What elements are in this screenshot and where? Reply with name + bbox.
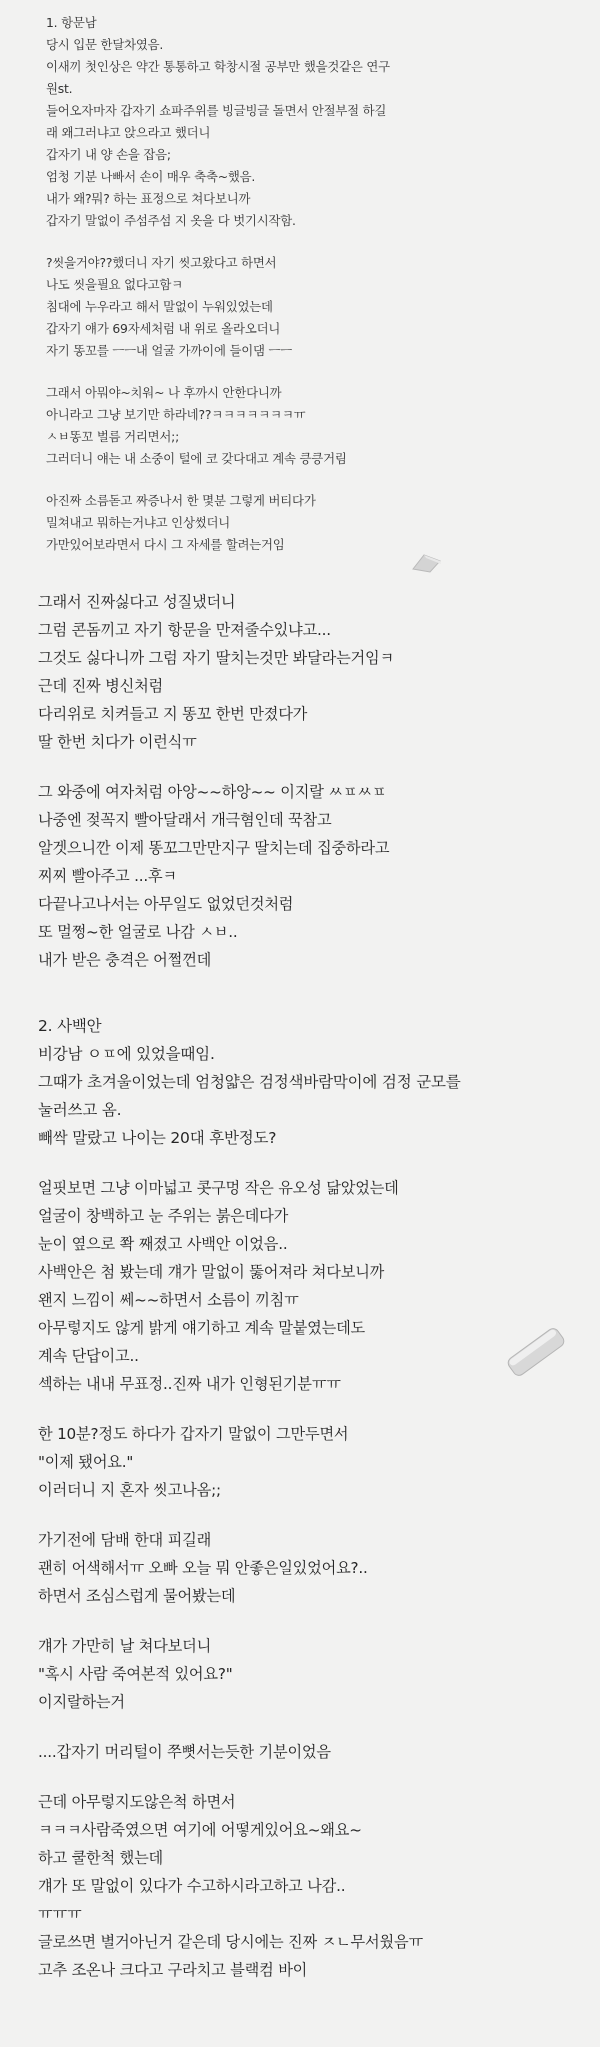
text-line: 그럼 콘돔끼고 자기 항문을 만져줄수있냐고... <box>38 621 331 639</box>
text-line: 당시 입문 한달차였음. <box>46 37 164 52</box>
text-line: 하고 쿨한척 했는데 <box>38 1849 164 1867</box>
text-line: 눌러쓰고 옴. <box>38 1101 122 1119</box>
text-line: 갑자기 말없이 주섬주섬 지 옷을 다 벗기시작함. <box>46 213 296 228</box>
text-line: 아무렇지도 않게 밝게 얘기하고 계속 말붙였는데도 <box>38 1319 366 1337</box>
text-line: 자기 똥꼬를 ㅡㅡ내 얼굴 가까이에 들이댐 ㅡㅡ <box>46 343 293 358</box>
text-line: 그 와중에 여자처럼 아앙~~하앙~~ 이지랄 ㅆㅍㅆㅍ <box>38 783 387 801</box>
text-line: 계속 단답이고.. <box>38 1347 139 1365</box>
text-line: 밀쳐내고 뭐하는거냐고 인상썼더니 <box>46 515 231 530</box>
text-line: 들어오자마자 갑자기 쇼파주위를 빙글빙글 돌면서 안절부절 하길 <box>46 103 387 118</box>
text-line: 찌찌 빨아주고 ...후ㅋ <box>38 867 177 885</box>
text-line: 하면서 조심스럽게 물어봤는데 <box>38 1587 236 1605</box>
paragraph <box>38 588 600 756</box>
text-line: 갑자기 얘가 69자세처럼 내 위로 올라오더니 <box>46 321 281 336</box>
text-line: 글로쓰면 별거아닌거 같은데 당시에는 진짜 ㅈㄴ무서웠음ㅠ <box>38 1933 423 1951</box>
text-line: 한 10분?정도 하다가 갑자기 말없이 그만두면서 <box>38 1425 349 1443</box>
text-line: 섹하는 내내 무표정..진짜 내가 인형된기분ㅠㅠ <box>38 1375 341 1393</box>
text-line: 고추 조온나 크다고 구라치고 블랙컴 바이 <box>38 1961 308 1979</box>
text-line: 침대에 누우라고 해서 말없이 누워있었는데 <box>46 299 273 314</box>
text-line: "이제 됐어요." <box>38 1453 134 1471</box>
text-line: ....갑자기 머리털이 쭈뼛서는듯한 기분이었음 <box>38 1743 331 1761</box>
text-line: 또 멀쩡~한 얼굴로 나감 ㅅㅂ.. <box>38 923 238 941</box>
text-line: 그때가 초겨울이었는데 엄청얇은 검정색바람막이에 검정 군모를 <box>38 1073 461 1091</box>
text-line: 엄청 기분 나빠서 손이 매우 축축~했음. <box>46 169 256 184</box>
text-line: 이새끼 첫인상은 약간 통통하고 학창시절 공부만 했을것같은 연구 <box>46 59 390 74</box>
text-line: 갑자기 내 양 손을 잡음; <box>46 147 171 162</box>
paragraph <box>38 1420 600 1504</box>
text-line: 걔가 또 말없이 있다가 수고하시라고하고 나감.. <box>38 1877 346 1895</box>
text-line: ㅅㅂ똥꼬 벌름 거리면서;; <box>46 429 180 444</box>
text-line: ㅋㅋㅋ사람죽였으면 여기에 어떻게있어요~왜요~ <box>38 1821 362 1839</box>
text-line: 가만있어보라면서 다시 그 자세를 할려는거임 <box>46 537 285 552</box>
text-line: 눈이 옆으로 쫙 째졌고 사백안 이었음.. <box>38 1235 288 1253</box>
story-1-part-1 <box>46 12 586 576</box>
text-line: 래 왜그러냐고 앉으라고 했더니 <box>46 125 211 140</box>
text-line: 사백안은 첨 봤는데 걔가 말없이 뚫어져라 쳐다보니까 <box>38 1263 385 1281</box>
paragraph <box>46 12 600 232</box>
paragraph <box>38 1012 600 1152</box>
paragraph <box>38 1632 600 1716</box>
text-line: 딸 한번 치다가 이런식ㅠ <box>38 733 197 751</box>
paragraph <box>38 778 600 974</box>
text-line: "혹시 사람 죽여본적 있어요?" <box>38 1665 233 1683</box>
paragraph <box>38 1788 600 1984</box>
text-line: 아진짜 소름돋고 짜증나서 한 몇분 그렇게 버티다가 <box>46 493 316 508</box>
paragraph <box>46 252 600 362</box>
text-line: 근데 진짜 병신처럼 <box>38 677 164 695</box>
text-line: 아니라고 그냥 보기만 하라네??ㅋㅋㅋㅋㅋㅋㅋㅠ <box>46 407 306 422</box>
text-line: 나중엔 젖꼭지 빨아달래서 개극혐인데 꾹참고 <box>38 811 332 829</box>
text-line: 알겟으니깐 이제 똥꼬그만만지구 딸치는데 집중하라고 <box>38 839 390 857</box>
story-1-part-2 <box>38 588 593 996</box>
text-line: 그러더니 얘는 내 소중이 털에 코 갖다대고 계속 킁킁거림 <box>46 451 347 466</box>
text-line: 내가 받은 충격은 어쩔껀데 <box>38 951 212 969</box>
eraser-sticker-small <box>410 551 444 573</box>
text-line: 다리위로 치켜들고 지 똥꼬 한번 만졌다가 <box>38 705 308 723</box>
text-line: 걔가 가만히 날 쳐다보더니 <box>38 1637 212 1655</box>
text-line: 그것도 싫다니까 그럼 자기 딸치는것만 봐달라는거임ㅋ <box>38 649 394 667</box>
text-line: 그래서 아뭐야~치워~ 나 후까시 안한다니까 <box>46 385 282 400</box>
text-line: 내가 왜?뭐? 하는 표정으로 쳐다보니까 <box>46 191 251 206</box>
text-line: 왠지 느낌이 쎄~~하면서 소름이 끼침ㅠ <box>38 1291 299 1309</box>
text-line: 이지랄하는거 <box>38 1693 125 1711</box>
text-line: 그래서 진짜싫다고 성질냈더니 <box>38 593 236 611</box>
text-line: 괜히 어색해서ㅠ 오빠 오늘 뭐 안좋은일있었어요?.. <box>38 1559 368 1577</box>
text-line: 근데 아무렇지도않은척 하면서 <box>38 1793 236 1811</box>
section-heading: 2. 사백안 <box>38 1017 102 1035</box>
text-line: ㅠㅠㅠ <box>38 1905 82 1923</box>
text-line: 빼싹 말랐고 나이는 20대 후반정도? <box>38 1129 277 1147</box>
story-2 <box>38 1012 593 2006</box>
text-line: 나도 씻을필요 없다고함ㅋ <box>46 277 183 292</box>
text-line: 가기전에 담배 한대 피길래 <box>38 1531 212 1549</box>
text-line: 다끝나고나서는 아무일도 없었던것처럼 <box>38 895 294 913</box>
paragraph <box>46 490 600 556</box>
paragraph <box>38 1738 600 1766</box>
text-line: 원st. <box>46 81 73 96</box>
text-line: ?씻을거야??했더니 자기 씻고왔다고 하면서 <box>46 255 277 270</box>
text-line: 얼굴이 창백하고 눈 주위는 붉은데다가 <box>38 1207 289 1225</box>
paragraph <box>38 1526 600 1610</box>
text-line: 이러더니 지 혼자 씻고나옴;; <box>38 1481 221 1499</box>
eraser-sticker-large <box>500 1326 572 1378</box>
section-heading: 1. 항문남 <box>46 15 97 30</box>
text-line: 얼핏보면 그냥 이마넓고 콧구멍 작은 유오성 닮았었는데 <box>38 1179 399 1197</box>
text-line: 비강남 ㅇㅍ에 있었을때임. <box>38 1045 215 1063</box>
paragraph <box>46 382 600 470</box>
